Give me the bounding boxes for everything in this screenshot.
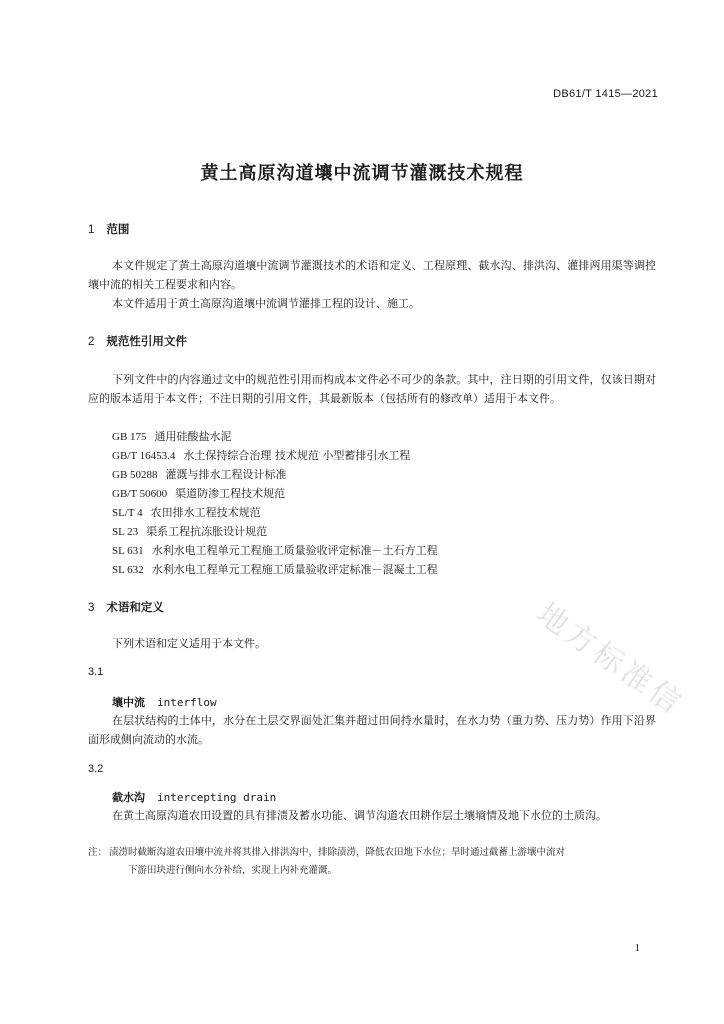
normative-reference [112, 541, 438, 561]
reference-code: GB/T 16453.4 [112, 450, 176, 462]
reference-code: GB/T 50600 [112, 488, 168, 500]
normative-reference [112, 503, 261, 523]
normative-reference [112, 427, 232, 447]
section-1-paragraph-2: 本文件适用于黄土高原沟道壤中流调节灌排工程的设计、施工。 [112, 297, 420, 310]
reference-code: SL/T 4 [112, 507, 143, 519]
reference-title: 渠系工程抗冻胀设计规范 [146, 525, 268, 538]
reference-title: 水土保持综合治理 技术规范 小型蓄排引水工程 [183, 449, 411, 462]
term-3-2-note [88, 844, 660, 880]
normative-reference [112, 560, 438, 580]
clause-3-1-number: 3.1 [88, 666, 104, 678]
document-title: 黄土高原沟道壤中流调节灌溉技术规程 [200, 163, 524, 184]
term-english: intercepting drain [157, 791, 277, 804]
term-3-2 [112, 789, 276, 805]
section-3-number: 3 [88, 602, 95, 614]
reference-title: 水利水电工程单元工程施工质量验收评定标准－土石方工程 [151, 544, 438, 557]
reference-code: GB 50288 [112, 469, 158, 481]
section-1-title: 范围 [106, 222, 130, 236]
term-3-1-definition: 在层状结构的土体中，水分在土层交界面处汇集并超过田间持水量时，在水力势（重力势、压力势）作用下沿界面形成侧向流动的水流。 [88, 714, 656, 746]
section-2-heading [88, 333, 187, 349]
section-1-number: 1 [88, 224, 95, 236]
reference-title: 通用硅酸盐水泥 [154, 430, 232, 443]
reference-code: GB 175 [112, 431, 147, 443]
note-label: 注： [88, 847, 108, 858]
normative-reference [112, 446, 410, 466]
reference-code: SL 23 [112, 526, 139, 538]
clause-3-2-number: 3.2 [88, 763, 104, 775]
section-1-paragraph-1: 本文件规定了黄土高原沟道壤中流调节灌溉技术的术语和定义、工程原理、截水沟、排洪沟、灌排两用渠等调控壤中流的相关工程要求和内容。 [88, 259, 656, 291]
watermark: 地方标准信 [530, 596, 690, 723]
reference-title: 灌溉与排水工程设计标准 [165, 468, 287, 481]
section-2-intro: 下列文件中的内容通过文中的规范性引用而构成本文件必不可少的条款。其中，注日期的引用文件，仅该日期对应的版本适用于本文件；不注日期的引用文件，其最新版本（包括所有的修改单）适用于本文件。 [88, 373, 656, 405]
section-1-heading [88, 221, 129, 237]
reference-title: 渠道防渗工程技术规范 [175, 487, 286, 500]
normative-reference [112, 484, 285, 504]
reference-code: SL 631 [112, 545, 144, 557]
note-text-line-1: 渍涝时截断沟道农田壤中流并将其排入排洪沟中，排除渍涝，降低农田地下水位；旱时通过截蓄上游壤中流对 [109, 847, 566, 858]
reference-title: 农田排水工程技术规范 [150, 506, 261, 519]
normative-reference [112, 465, 287, 485]
term-3-2-definition: 在黄土高原沟道农田设置的具有排渍及蓄水功能、调节沟道农田耕作层土壤墒情及地下水位的土质沟。 [112, 809, 607, 822]
section-3-intro: 下列术语和定义适用于本文件。 [112, 637, 266, 650]
section-3-title: 术语和定义 [106, 600, 164, 614]
page-number: 1 [634, 942, 640, 954]
reference-code: SL 632 [112, 564, 144, 576]
term-chinese: 截水沟 [112, 791, 145, 804]
note-text-line-2: 下游田块进行侧向水分补给，实现上内补充灌溉。 [128, 865, 338, 876]
reference-title: 水利水电工程单元工程施工质量验收评定标准－混凝土工程 [151, 563, 438, 576]
normative-reference [112, 522, 267, 542]
section-2-title: 规范性引用文件 [106, 334, 187, 348]
section-2-number: 2 [88, 336, 95, 348]
term-3-1 [112, 694, 217, 710]
standard-code: DB61/T 1415—2021 [553, 88, 658, 100]
term-chinese: 壤中流 [112, 696, 145, 709]
term-english: interflow [157, 696, 217, 709]
section-3-heading [88, 599, 164, 615]
